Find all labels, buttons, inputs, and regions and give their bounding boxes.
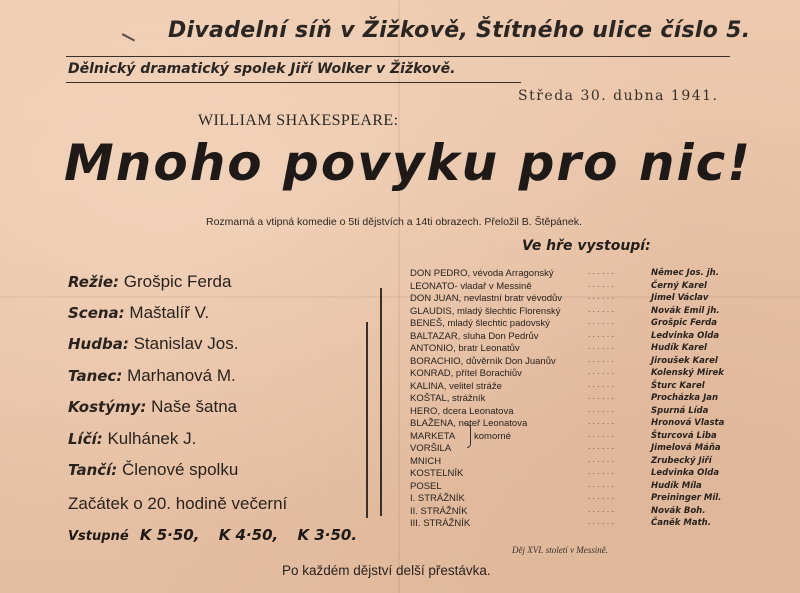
play-subtitle: Rozmarná a vtipná komedie o 5ti dějstvích a 14ti obrazech. Přeložil B. Štěpánek. bbox=[206, 216, 582, 228]
price: K 5·50, bbox=[139, 526, 200, 544]
cast-actor: Čaněk Math. bbox=[651, 518, 711, 528]
divider-line bbox=[380, 288, 382, 516]
cast-row bbox=[410, 293, 730, 304]
leader-dots: ...... bbox=[588, 317, 617, 326]
cast-row bbox=[410, 481, 730, 492]
cast-role: I. STRÁŽNÍK bbox=[410, 493, 465, 504]
cast-actor: Zrubecký Jiří bbox=[651, 455, 712, 466]
cast-actor: Hronová Vlasta bbox=[651, 418, 725, 428]
intermission-note: Po každém dějství delší přestávka. bbox=[282, 563, 491, 578]
leader-dots: ...... bbox=[588, 442, 617, 451]
leader-dots: ...... bbox=[588, 379, 617, 389]
admission-prices bbox=[68, 526, 371, 544]
leader-dots: ...... bbox=[588, 417, 617, 426]
cast-role: KOŠTAL, strážník bbox=[410, 393, 486, 404]
cast-role: BLAŽENA, neteř Leonatova bbox=[410, 418, 528, 429]
cast-role: MNICH bbox=[410, 455, 442, 467]
cast-actor: Hudík Míla bbox=[651, 480, 702, 491]
cast-actor: Novák Boh. bbox=[651, 505, 706, 516]
leader-dots: ...... bbox=[588, 304, 617, 314]
leader-dots: ...... bbox=[588, 329, 617, 339]
cast-actor: Němec Jos. jh. bbox=[651, 268, 719, 278]
cast-role: DON JUAN, nevlastní bratr vévodův bbox=[410, 293, 563, 304]
credit-label: Scena: bbox=[68, 304, 125, 322]
cast-role: II. STRÁŽNÍK bbox=[410, 505, 468, 517]
cast-row bbox=[410, 443, 730, 454]
credit-dance bbox=[68, 366, 236, 386]
author-name: WILLIAM SHAKESPEARE: bbox=[198, 112, 399, 129]
performance-date: Středa 30. dubna 1941. bbox=[518, 88, 719, 104]
cast-actor: Šturcová Liba bbox=[651, 430, 717, 441]
leader-dots: ...... bbox=[588, 479, 617, 489]
credit-value: Naše šatna bbox=[151, 397, 238, 416]
credit-makeup bbox=[68, 429, 196, 449]
cast-row bbox=[410, 518, 730, 529]
cast-role: III. STRÁŽNÍK bbox=[410, 518, 471, 529]
ink-mark bbox=[119, 33, 135, 47]
cast-row bbox=[410, 506, 730, 517]
leader-dots: ...... bbox=[588, 267, 617, 276]
leader-dots: ...... bbox=[588, 467, 617, 476]
credit-scenery bbox=[68, 303, 209, 323]
cast-actor: Spurná Lída bbox=[651, 405, 709, 416]
leader-dots: ...... bbox=[588, 517, 617, 526]
leader-dots: ...... bbox=[588, 404, 617, 414]
komorne-note: komorné bbox=[474, 431, 511, 442]
cast-role: VORŠILA bbox=[410, 443, 452, 454]
leader-dots: ...... bbox=[588, 492, 617, 501]
credit-value: Členové spolku bbox=[122, 460, 239, 479]
cast-actor: Jimel Václav bbox=[651, 293, 709, 303]
play-title: Mnoho povyku pro nic! bbox=[64, 134, 753, 192]
cast-row bbox=[410, 343, 730, 354]
cast-actor: Hudík Karel bbox=[651, 343, 707, 353]
leader-dots: ...... bbox=[588, 279, 617, 289]
cast-actor: Černý Karel bbox=[651, 280, 707, 291]
cast-row bbox=[410, 393, 730, 404]
divider bbox=[66, 56, 730, 57]
cast-role: MARKETA bbox=[410, 430, 456, 442]
cast-row bbox=[410, 493, 730, 504]
venue-line: Divadelní síň v Žižkově, Štítného ulice číslo 5. bbox=[168, 18, 751, 43]
cast-actor: Šturc Karel bbox=[651, 380, 705, 391]
cast-row bbox=[410, 268, 730, 279]
leader-dots: ...... bbox=[588, 504, 617, 514]
leader-dots: ...... bbox=[588, 454, 617, 464]
cast-row bbox=[410, 418, 730, 429]
cast-row bbox=[410, 356, 730, 367]
credit-dancers bbox=[68, 460, 238, 480]
cast-actor: Ledvinka Olda bbox=[651, 468, 720, 478]
cast-row bbox=[410, 331, 730, 342]
cast-row bbox=[410, 368, 730, 379]
cast-role: ANTONIO, bratr Leonatův bbox=[410, 343, 520, 354]
cast-actor: Ledvinka Olda bbox=[651, 330, 720, 341]
cast-actor: Novák Emil jh. bbox=[651, 305, 720, 316]
cast-role: GLAUDIS, mladý šlechtic Florenský bbox=[410, 305, 561, 317]
credit-director bbox=[68, 272, 231, 292]
cast-actor: Jiroušek Karel bbox=[651, 355, 718, 366]
cast-role: POSEL bbox=[410, 480, 442, 492]
leader-dots: ...... bbox=[588, 292, 617, 301]
credit-label: Kostýmy: bbox=[68, 398, 147, 416]
brace-bracket bbox=[467, 424, 471, 448]
cast-actor: Grošpic Ferda bbox=[651, 318, 717, 328]
credit-value: Marhanová M. bbox=[127, 366, 236, 385]
cast-row bbox=[410, 431, 730, 442]
cast-actor: Procházka Jan bbox=[651, 393, 719, 403]
credit-label: Tanec: bbox=[68, 367, 123, 385]
leader-dots: ...... bbox=[588, 354, 617, 364]
cast-actor: Jimelová Máňa bbox=[651, 443, 721, 453]
credit-value: Grošpic Ferda bbox=[123, 272, 232, 291]
cast-actor: Kolenský Mirek bbox=[651, 368, 724, 378]
leader-dots: ...... bbox=[588, 429, 617, 439]
leader-dots: ...... bbox=[588, 392, 617, 401]
leader-dots: ...... bbox=[588, 367, 617, 376]
price: K 3·50. bbox=[297, 526, 358, 544]
cast-row bbox=[410, 406, 730, 417]
cast-row bbox=[410, 381, 730, 392]
start-time: Začátek o 20. hodině večerní bbox=[68, 494, 288, 513]
admission-label: Vstupné bbox=[68, 529, 129, 544]
cast-row bbox=[410, 306, 730, 317]
cast-row bbox=[410, 456, 730, 467]
price: K 4·50, bbox=[218, 526, 279, 544]
setting-note: Děj XVI. století v Messině. bbox=[512, 545, 608, 555]
credit-music bbox=[68, 334, 238, 354]
cast-role: KOSTELNÍK bbox=[410, 468, 464, 479]
credit-label: Režie: bbox=[68, 273, 120, 291]
cast-role: DON PEDRO, vévoda Arragonský bbox=[410, 268, 554, 279]
cast-row bbox=[410, 318, 730, 329]
cast-role: BENEŠ, mladý šlechtic padovský bbox=[410, 318, 550, 329]
cast-heading: Ve hře vystoupí: bbox=[522, 238, 651, 254]
cast-role: LEONATO- vladař v Messině bbox=[410, 280, 532, 292]
cast-row bbox=[410, 281, 730, 292]
divider-line bbox=[366, 322, 368, 518]
cast-role: HERO, dcera Leonatova bbox=[410, 405, 514, 417]
credit-value: Stanislav Jos. bbox=[133, 334, 239, 353]
cast-role: BALTAZAR, sluha Don Pedrův bbox=[410, 330, 539, 342]
credit-label: Hudba: bbox=[68, 335, 129, 353]
credit-label: Tančí: bbox=[68, 461, 118, 479]
leader-dots: ...... bbox=[588, 342, 617, 351]
divider bbox=[66, 82, 521, 83]
cast-row bbox=[410, 468, 730, 479]
cast-role: KONRAD, přítel Borachiův bbox=[410, 368, 522, 379]
cast-actor: Preininger Mil. bbox=[651, 493, 722, 503]
credit-label: Líčí: bbox=[68, 430, 103, 448]
credit-value: Kulhánek J. bbox=[107, 429, 197, 448]
credit-value: Maštalíř V. bbox=[129, 303, 210, 322]
society-line: Dělnický dramatický spolek Jiří Wolker v Žižkově. bbox=[68, 61, 456, 77]
cast-role: KALINA, velitel stráže bbox=[410, 380, 502, 392]
cast-role: BORACHIO, důvěrník Don Juanův bbox=[410, 355, 556, 367]
credit-costumes bbox=[68, 397, 237, 417]
